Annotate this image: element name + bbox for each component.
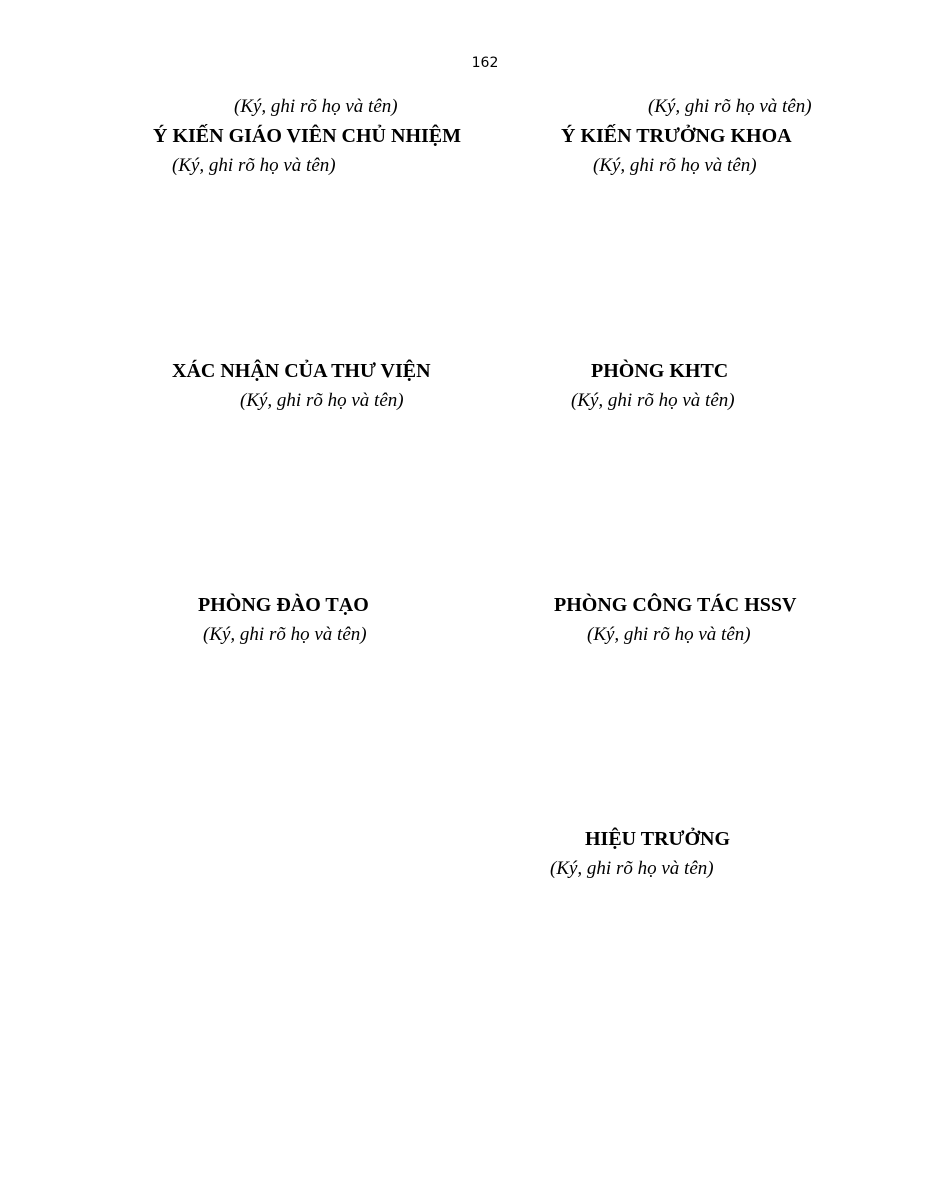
homeroom-teacher-sign-note: (Ký, ghi rõ họ và tên) (172, 155, 336, 176)
principal-sign-note: (Ký, ghi rõ họ và tên) (550, 858, 714, 879)
planning-finance-sign-note: (Ký, ghi rõ họ và tên) (571, 390, 735, 411)
student-affairs-office-title: PHÒNG CÔNG TÁC HSSV (554, 594, 797, 616)
top-right-sign-note: (Ký, ghi rõ họ và tên) (648, 96, 812, 117)
dean-opinion-title: Ý KIẾN TRƯỞNG KHOA (561, 125, 792, 147)
library-sign-note: (Ký, ghi rõ họ và tên) (240, 390, 404, 411)
principal-title: HIỆU TRƯỞNG (585, 828, 731, 850)
library-confirmation-title: XÁC NHẬN CỦA THƯ VIỆN (172, 360, 431, 382)
dean-sign-note: (Ký, ghi rõ họ và tên) (593, 155, 757, 176)
training-office-title: PHÒNG ĐÀO TẠO (198, 594, 369, 616)
homeroom-teacher-opinion-title: Ý KIẾN GIÁO VIÊN CHỦ NHIỆM (153, 125, 461, 147)
top-left-sign-note: (Ký, ghi rõ họ và tên) (234, 96, 398, 117)
page-number: 162 (471, 55, 499, 71)
planning-finance-office-title: PHÒNG KHTC (591, 360, 729, 382)
student-affairs-sign-note: (Ký, ghi rõ họ và tên) (587, 624, 751, 645)
training-office-sign-note: (Ký, ghi rõ họ và tên) (203, 624, 367, 645)
